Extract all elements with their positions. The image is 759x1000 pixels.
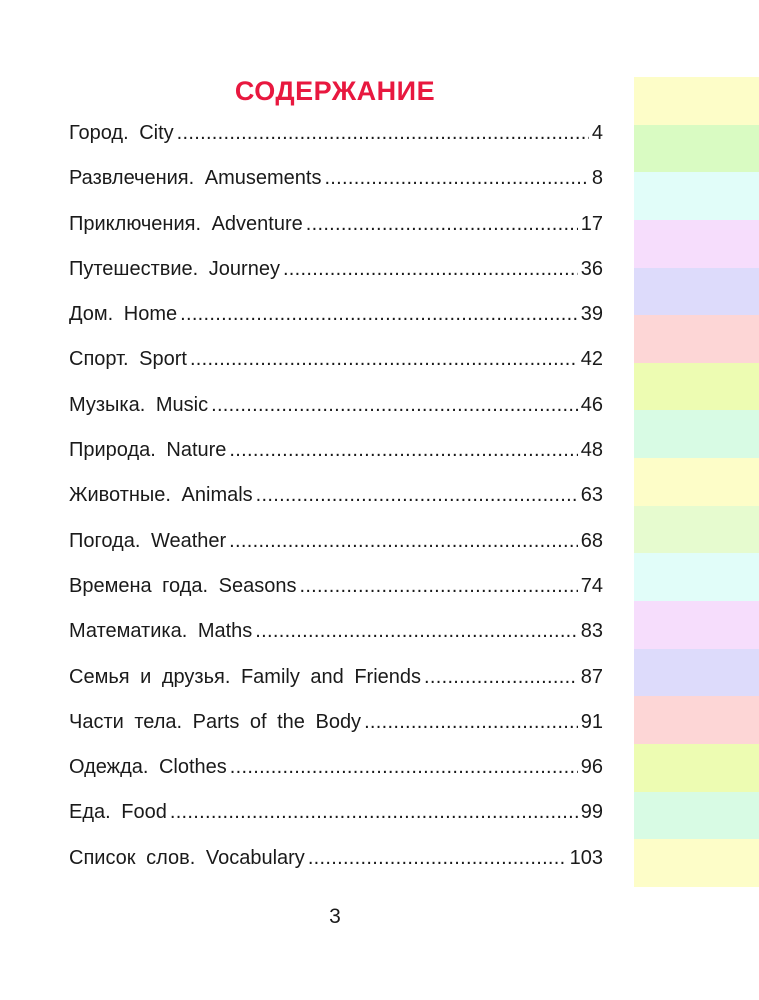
page-number: 3	[329, 905, 341, 928]
toc-entry	[69, 484, 603, 529]
toc-entry	[69, 394, 603, 439]
toc-entry	[69, 348, 603, 393]
toc-entry-page: 46	[580, 393, 603, 416]
toc-entry	[69, 711, 603, 756]
color-stripe	[634, 744, 759, 792]
toc-entry	[69, 213, 603, 258]
toc-entry-page: 48	[580, 439, 603, 462]
toc-entry	[69, 847, 603, 892]
toc-entry	[69, 167, 603, 212]
toc-entry-label: Музыка. Music	[69, 393, 209, 416]
toc-leader-dots	[308, 847, 567, 870]
toc-leader-dots	[230, 756, 578, 779]
toc-leader-dots	[364, 711, 578, 734]
toc-entry-page: 17	[580, 212, 603, 235]
toc-entry-page: 68	[580, 529, 603, 552]
toc-entry-label: Дом. Home	[69, 303, 178, 326]
toc-entry-label: Список слов. Vocabulary	[69, 846, 305, 869]
toc-leader-dots	[190, 348, 578, 371]
toc-leader-dots	[299, 575, 577, 598]
toc-entry-page: 99	[580, 801, 603, 824]
color-stripe	[634, 649, 759, 697]
color-stripe	[634, 77, 759, 125]
toc-entry	[69, 530, 603, 575]
toc-entry-label: Части тела. Parts of the Body	[69, 710, 362, 733]
toc-entry-page: 42	[580, 348, 603, 371]
toc-entry	[69, 258, 603, 303]
toc-leader-dots	[306, 213, 578, 236]
toc-entry-label: Времена года. Seasons	[69, 574, 297, 597]
toc-entry	[69, 666, 603, 711]
toc-entry-page: 83	[580, 620, 603, 643]
color-stripe	[634, 363, 759, 411]
toc-entry	[69, 303, 603, 348]
toc-entry-label: Спорт. Sport	[69, 348, 187, 371]
toc-entry	[69, 575, 603, 620]
color-stripe	[634, 839, 759, 887]
toc-leader-dots	[211, 394, 578, 417]
toc-entry-page: 4	[591, 122, 603, 144]
toc-leader-dots	[424, 666, 578, 689]
toc-entry-page: 36	[580, 257, 603, 280]
toc-entry-page: 8	[591, 167, 603, 190]
color-stripe	[634, 792, 759, 840]
toc-entry	[69, 122, 603, 167]
toc-entry-label: Еда. Food	[69, 801, 167, 824]
toc-leader-dots	[283, 258, 578, 281]
toc-entry-page: 96	[580, 756, 603, 779]
toc-entry	[69, 756, 603, 801]
toc-leader-dots	[229, 439, 577, 462]
color-stripe	[634, 506, 759, 554]
toc-leader-dots	[170, 801, 578, 824]
color-stripe	[634, 601, 759, 649]
toc-entry-label: Погода. Weather	[69, 529, 227, 552]
toc-entry-page: 103	[569, 846, 603, 869]
toc-entry-label: Животные. Animals	[69, 484, 253, 507]
toc-leader-dots	[177, 122, 589, 145]
toc-entry-page: 87	[580, 665, 603, 688]
color-stripe	[634, 696, 759, 744]
toc-entry-label: Одежда. Clothes	[69, 756, 227, 779]
toc-entry-page: 91	[580, 710, 603, 733]
toc-entry	[69, 620, 603, 665]
toc-entry-label: Семья и друзья. Family and Friends	[69, 665, 422, 688]
toc-leader-dots	[256, 484, 578, 507]
color-stripe	[634, 268, 759, 316]
toc-leader-dots	[180, 303, 578, 326]
color-stripe	[634, 410, 759, 458]
toc-entry-page: 39	[580, 303, 603, 326]
color-stripe-bar	[634, 77, 759, 887]
toc-entry-page: 63	[580, 484, 603, 507]
toc-entry-page: 74	[580, 574, 603, 597]
color-stripe	[634, 220, 759, 268]
color-stripe	[634, 125, 759, 173]
toc-leader-dots	[255, 620, 577, 643]
color-stripe	[634, 315, 759, 363]
toc-leader-dots	[229, 530, 578, 553]
toc-entry-label: Развлечения. Amusements	[69, 167, 322, 190]
toc-entry-label: Путешествие. Journey	[69, 257, 280, 280]
color-stripe	[634, 458, 759, 506]
toc-entry	[69, 439, 603, 484]
toc-entry-label: Математика. Maths	[69, 620, 253, 643]
table-of-contents	[69, 122, 603, 892]
toc-entry-label: Приключения. Adventure	[69, 212, 303, 235]
color-stripe	[634, 553, 759, 601]
toc-leader-dots	[324, 167, 588, 190]
toc-entry-label: Природа. Nature	[69, 439, 227, 462]
color-stripe	[634, 172, 759, 220]
page-title: СОДЕРЖАНИЕ	[234, 76, 436, 106]
toc-entry-label: Город. City	[69, 122, 174, 144]
toc-entry	[69, 801, 603, 846]
